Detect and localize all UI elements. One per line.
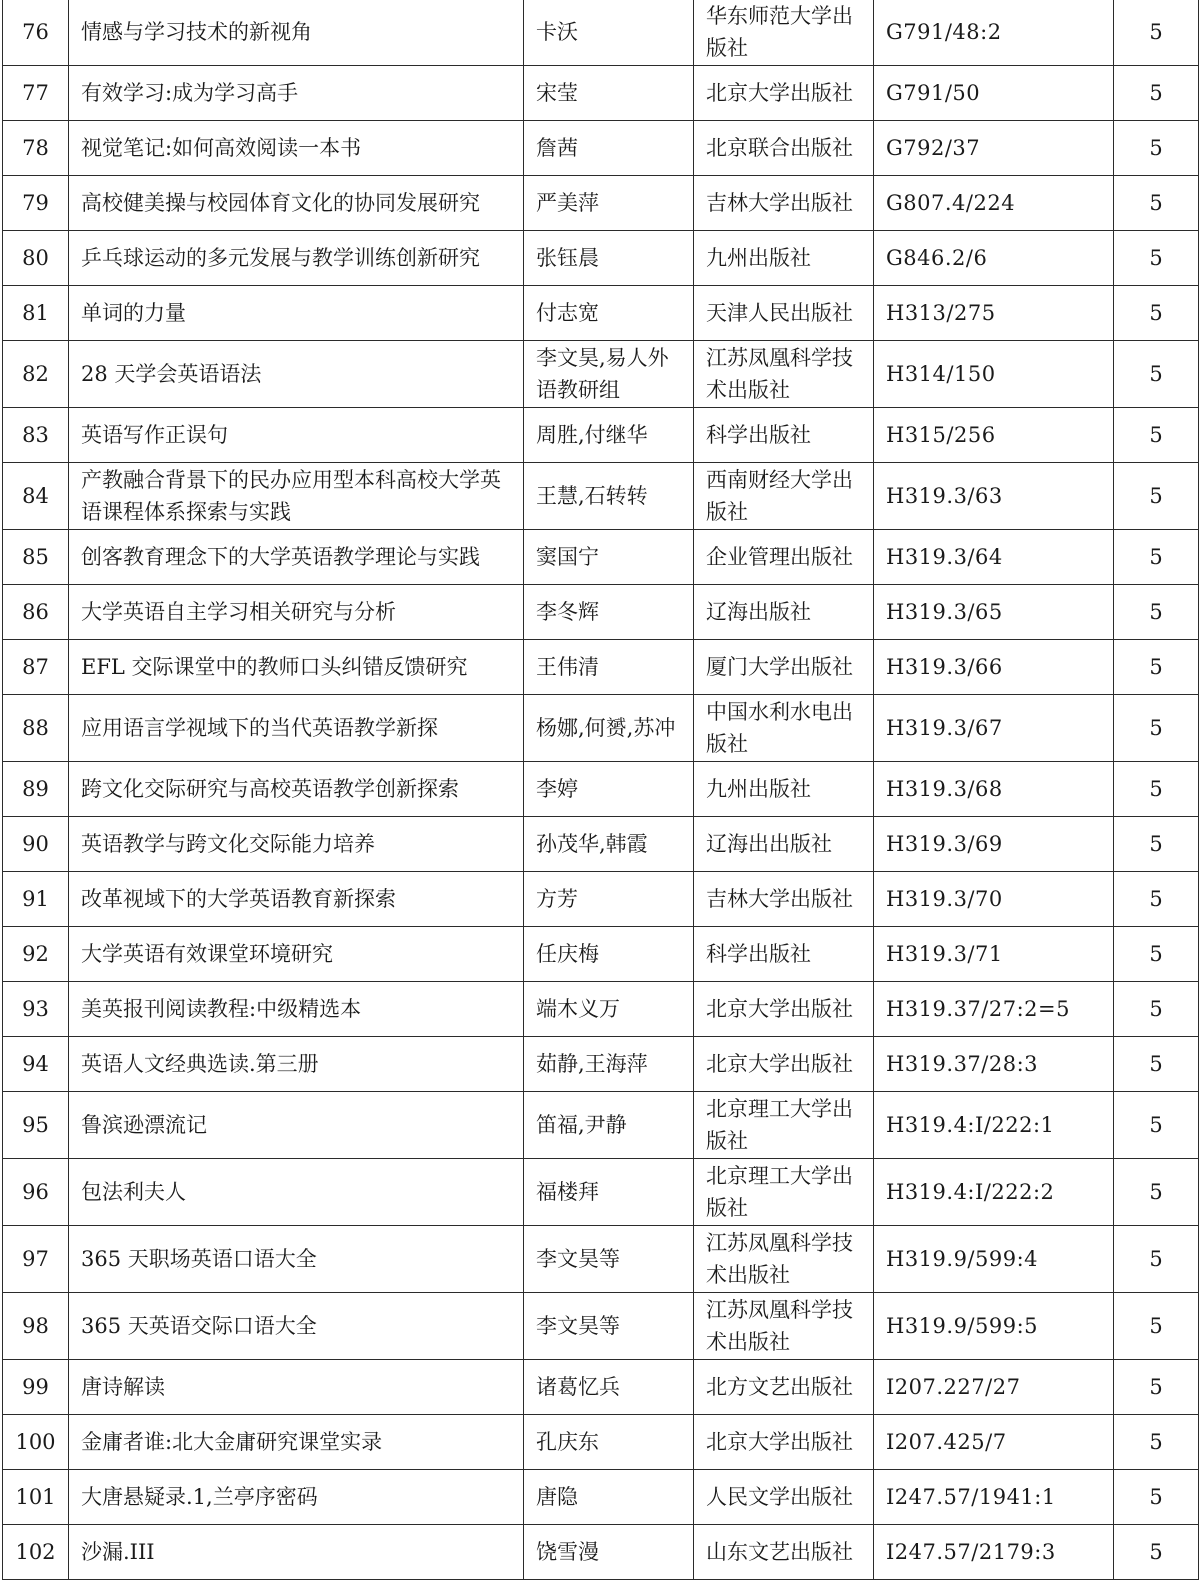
author-cell: 端木义万 bbox=[524, 982, 694, 1037]
call-number-cell: H319.3/65 bbox=[874, 585, 1114, 640]
row-number-cell: 100 bbox=[3, 1415, 69, 1470]
copies-cell: 5 bbox=[1114, 341, 1199, 408]
table-row bbox=[3, 1159, 1199, 1226]
copies-cell: 5 bbox=[1114, 982, 1199, 1037]
publisher-cell: 科学出版社 bbox=[694, 927, 874, 982]
publisher-cell: 吉林大学出版社 bbox=[694, 872, 874, 927]
row-number-cell: 98 bbox=[3, 1293, 69, 1360]
copies-cell: 5 bbox=[1114, 408, 1199, 463]
row-number-cell: 94 bbox=[3, 1037, 69, 1092]
author-cell: 王伟清 bbox=[524, 640, 694, 695]
author-cell: 方芳 bbox=[524, 872, 694, 927]
book-title-cell: EFL 交际课堂中的教师口头纠错反馈研究 bbox=[69, 640, 524, 695]
author-cell: 王慧,石转转 bbox=[524, 463, 694, 530]
row-number-cell: 77 bbox=[3, 66, 69, 121]
copies-cell: 5 bbox=[1114, 1415, 1199, 1470]
book-title-cell: 28 天学会英语语法 bbox=[69, 341, 524, 408]
table-row bbox=[3, 66, 1199, 121]
author-cell: 李文昊,易人外语教研组 bbox=[524, 341, 694, 408]
author-cell: 李婷 bbox=[524, 762, 694, 817]
call-number-cell: I207.227/27 bbox=[874, 1360, 1114, 1415]
book-title-cell: 包法利夫人 bbox=[69, 1159, 524, 1226]
author-cell: 周胜,付继华 bbox=[524, 408, 694, 463]
call-number-cell: I207.425/7 bbox=[874, 1415, 1114, 1470]
publisher-cell: 华东师范大学出版社 bbox=[694, 0, 874, 66]
publisher-cell: 企业管理出版社 bbox=[694, 530, 874, 585]
call-number-cell: H319.9/599:5 bbox=[874, 1293, 1114, 1360]
table-row bbox=[3, 1415, 1199, 1470]
author-cell: 笛福,尹静 bbox=[524, 1092, 694, 1159]
book-title-cell: 大学英语有效课堂环境研究 bbox=[69, 927, 524, 982]
row-number-cell: 85 bbox=[3, 530, 69, 585]
table-row bbox=[3, 982, 1199, 1037]
table-row bbox=[3, 872, 1199, 927]
table-row bbox=[3, 231, 1199, 286]
book-title-cell: 视觉笔记:如何高效阅读一本书 bbox=[69, 121, 524, 176]
book-title-cell: 改革视域下的大学英语教育新探索 bbox=[69, 872, 524, 927]
table-row bbox=[3, 1525, 1199, 1580]
copies-cell: 5 bbox=[1114, 1360, 1199, 1415]
book-list-body bbox=[3, 0, 1199, 1580]
book-title-cell: 创客教育理念下的大学英语教学理论与实践 bbox=[69, 530, 524, 585]
author-cell: 茹静,王海萍 bbox=[524, 1037, 694, 1092]
author-cell: 严美萍 bbox=[524, 176, 694, 231]
row-number-cell: 76 bbox=[3, 0, 69, 66]
book-title-cell: 应用语言学视域下的当代英语教学新探 bbox=[69, 695, 524, 762]
row-number-cell: 101 bbox=[3, 1470, 69, 1525]
call-number-cell: G792/37 bbox=[874, 121, 1114, 176]
publisher-cell: 辽海出出版社 bbox=[694, 817, 874, 872]
author-cell: 李文昊等 bbox=[524, 1293, 694, 1360]
publisher-cell: 江苏凤凰科学技术出版社 bbox=[694, 1226, 874, 1293]
table-row bbox=[3, 341, 1199, 408]
copies-cell: 5 bbox=[1114, 640, 1199, 695]
author-cell: 任庆梅 bbox=[524, 927, 694, 982]
table-row bbox=[3, 1092, 1199, 1159]
publisher-cell: 北京大学出版社 bbox=[694, 982, 874, 1037]
copies-cell: 5 bbox=[1114, 1037, 1199, 1092]
author-cell: 孙茂华,韩霞 bbox=[524, 817, 694, 872]
author-cell: 宋莹 bbox=[524, 66, 694, 121]
call-number-cell: H319.4:I/222:2 bbox=[874, 1159, 1114, 1226]
call-number-cell: I247.57/2179:3 bbox=[874, 1525, 1114, 1580]
author-cell: 唐隐 bbox=[524, 1470, 694, 1525]
table-row bbox=[3, 408, 1199, 463]
publisher-cell: 北京大学出版社 bbox=[694, 1037, 874, 1092]
row-number-cell: 87 bbox=[3, 640, 69, 695]
copies-cell: 5 bbox=[1114, 1159, 1199, 1226]
call-number-cell: H319.3/66 bbox=[874, 640, 1114, 695]
row-number-cell: 91 bbox=[3, 872, 69, 927]
table-row bbox=[3, 695, 1199, 762]
book-title-cell: 产教融合背景下的民办应用型本科高校大学英语课程体系探索与实践 bbox=[69, 463, 524, 530]
copies-cell: 5 bbox=[1114, 1226, 1199, 1293]
call-number-cell: H319.3/69 bbox=[874, 817, 1114, 872]
copies-cell: 5 bbox=[1114, 463, 1199, 530]
author-cell: 詹茜 bbox=[524, 121, 694, 176]
book-title-cell: 365 天英语交际口语大全 bbox=[69, 1293, 524, 1360]
copies-cell: 5 bbox=[1114, 585, 1199, 640]
call-number-cell: H319.3/68 bbox=[874, 762, 1114, 817]
call-number-cell: G791/50 bbox=[874, 66, 1114, 121]
call-number-cell: H314/150 bbox=[874, 341, 1114, 408]
table-row bbox=[3, 0, 1199, 66]
book-title-cell: 单词的力量 bbox=[69, 286, 524, 341]
row-number-cell: 93 bbox=[3, 982, 69, 1037]
row-number-cell: 79 bbox=[3, 176, 69, 231]
copies-cell: 5 bbox=[1114, 872, 1199, 927]
call-number-cell: H319.3/71 bbox=[874, 927, 1114, 982]
publisher-cell: 北京理工大学出版社 bbox=[694, 1159, 874, 1226]
book-list-table bbox=[2, 0, 1199, 1580]
publisher-cell: 九州出版社 bbox=[694, 762, 874, 817]
table-row bbox=[3, 762, 1199, 817]
call-number-cell: H315/256 bbox=[874, 408, 1114, 463]
row-number-cell: 81 bbox=[3, 286, 69, 341]
table-row bbox=[3, 1037, 1199, 1092]
book-title-cell: 大唐悬疑录.1,兰亭序密码 bbox=[69, 1470, 524, 1525]
call-number-cell: H319.3/70 bbox=[874, 872, 1114, 927]
row-number-cell: 92 bbox=[3, 927, 69, 982]
call-number-cell: G791/48:2 bbox=[874, 0, 1114, 66]
row-number-cell: 86 bbox=[3, 585, 69, 640]
publisher-cell: 北京大学出版社 bbox=[694, 66, 874, 121]
call-number-cell: H319.37/27:2=5 bbox=[874, 982, 1114, 1037]
author-cell: 诸葛忆兵 bbox=[524, 1360, 694, 1415]
row-number-cell: 95 bbox=[3, 1092, 69, 1159]
author-cell: 孔庆东 bbox=[524, 1415, 694, 1470]
copies-cell: 5 bbox=[1114, 176, 1199, 231]
book-title-cell: 有效学习:成为学习高手 bbox=[69, 66, 524, 121]
copies-cell: 5 bbox=[1114, 1293, 1199, 1360]
publisher-cell: 西南财经大学出版社 bbox=[694, 463, 874, 530]
author-cell: 饶雪漫 bbox=[524, 1525, 694, 1580]
book-title-cell: 跨文化交际研究与高校英语教学创新探索 bbox=[69, 762, 524, 817]
publisher-cell: 吉林大学出版社 bbox=[694, 176, 874, 231]
publisher-cell: 北方文艺出版社 bbox=[694, 1360, 874, 1415]
row-number-cell: 90 bbox=[3, 817, 69, 872]
copies-cell: 5 bbox=[1114, 1525, 1199, 1580]
copies-cell: 5 bbox=[1114, 695, 1199, 762]
book-title-cell: 情感与学习技术的新视角 bbox=[69, 0, 524, 66]
row-number-cell: 97 bbox=[3, 1226, 69, 1293]
publisher-cell: 辽海出版社 bbox=[694, 585, 874, 640]
table-row bbox=[3, 286, 1199, 341]
row-number-cell: 82 bbox=[3, 341, 69, 408]
book-title-cell: 高校健美操与校园体育文化的协同发展研究 bbox=[69, 176, 524, 231]
table-row bbox=[3, 1470, 1199, 1525]
publisher-cell: 人民文学出版社 bbox=[694, 1470, 874, 1525]
call-number-cell: H319.3/64 bbox=[874, 530, 1114, 585]
copies-cell: 5 bbox=[1114, 121, 1199, 176]
copies-cell: 5 bbox=[1114, 0, 1199, 66]
publisher-cell: 北京大学出版社 bbox=[694, 1415, 874, 1470]
table-row bbox=[3, 530, 1199, 585]
call-number-cell: G846.2/6 bbox=[874, 231, 1114, 286]
book-title-cell: 乒乓球运动的多元发展与教学训练创新研究 bbox=[69, 231, 524, 286]
publisher-cell: 山东文艺出版社 bbox=[694, 1525, 874, 1580]
copies-cell: 5 bbox=[1114, 530, 1199, 585]
author-cell: 李冬辉 bbox=[524, 585, 694, 640]
table-row bbox=[3, 121, 1199, 176]
author-cell: 窦国宁 bbox=[524, 530, 694, 585]
publisher-cell: 厦门大学出版社 bbox=[694, 640, 874, 695]
copies-cell: 5 bbox=[1114, 1092, 1199, 1159]
author-cell: 杨娜,何赟,苏冲 bbox=[524, 695, 694, 762]
call-number-cell: H319.37/28:3 bbox=[874, 1037, 1114, 1092]
row-number-cell: 84 bbox=[3, 463, 69, 530]
book-title-cell: 唐诗解读 bbox=[69, 1360, 524, 1415]
book-title-cell: 鲁滨逊漂流记 bbox=[69, 1092, 524, 1159]
book-title-cell: 365 天职场英语口语大全 bbox=[69, 1226, 524, 1293]
row-number-cell: 89 bbox=[3, 762, 69, 817]
table-row bbox=[3, 1226, 1199, 1293]
copies-cell: 5 bbox=[1114, 231, 1199, 286]
book-title-cell: 英语教学与跨文化交际能力培养 bbox=[69, 817, 524, 872]
publisher-cell: 天津人民出版社 bbox=[694, 286, 874, 341]
call-number-cell: G807.4/224 bbox=[874, 176, 1114, 231]
row-number-cell: 96 bbox=[3, 1159, 69, 1226]
row-number-cell: 83 bbox=[3, 408, 69, 463]
row-number-cell: 102 bbox=[3, 1525, 69, 1580]
publisher-cell: 北京联合出版社 bbox=[694, 121, 874, 176]
table-row bbox=[3, 817, 1199, 872]
publisher-cell: 科学出版社 bbox=[694, 408, 874, 463]
author-cell: 付志宽 bbox=[524, 286, 694, 341]
row-number-cell: 78 bbox=[3, 121, 69, 176]
table-row bbox=[3, 1293, 1199, 1360]
call-number-cell: H319.9/599:4 bbox=[874, 1226, 1114, 1293]
author-cell: 福楼拜 bbox=[524, 1159, 694, 1226]
publisher-cell: 江苏凤凰科学技术出版社 bbox=[694, 1293, 874, 1360]
publisher-cell: 中国水利水电出版社 bbox=[694, 695, 874, 762]
book-title-cell: 美英报刊阅读教程:中级精选本 bbox=[69, 982, 524, 1037]
call-number-cell: H319.4:I/222:1 bbox=[874, 1092, 1114, 1159]
copies-cell: 5 bbox=[1114, 1470, 1199, 1525]
publisher-cell: 九州出版社 bbox=[694, 231, 874, 286]
table-row bbox=[3, 463, 1199, 530]
table-row bbox=[3, 585, 1199, 640]
table-row bbox=[3, 1360, 1199, 1415]
book-title-cell: 英语写作正误句 bbox=[69, 408, 524, 463]
table-row bbox=[3, 640, 1199, 695]
copies-cell: 5 bbox=[1114, 66, 1199, 121]
author-cell: 张钰晨 bbox=[524, 231, 694, 286]
book-title-cell: 大学英语自主学习相关研究与分析 bbox=[69, 585, 524, 640]
publisher-cell: 江苏凤凰科学技术出版社 bbox=[694, 341, 874, 408]
copies-cell: 5 bbox=[1114, 817, 1199, 872]
call-number-cell: H319.3/63 bbox=[874, 463, 1114, 530]
copies-cell: 5 bbox=[1114, 286, 1199, 341]
row-number-cell: 80 bbox=[3, 231, 69, 286]
copies-cell: 5 bbox=[1114, 927, 1199, 982]
author-cell: 李文昊等 bbox=[524, 1226, 694, 1293]
call-number-cell: I247.57/1941:1 bbox=[874, 1470, 1114, 1525]
row-number-cell: 99 bbox=[3, 1360, 69, 1415]
call-number-cell: H319.3/67 bbox=[874, 695, 1114, 762]
publisher-cell: 北京理工大学出版社 bbox=[694, 1092, 874, 1159]
table-row bbox=[3, 927, 1199, 982]
author-cell: 卡沃 bbox=[524, 0, 694, 66]
call-number-cell: H313/275 bbox=[874, 286, 1114, 341]
copies-cell: 5 bbox=[1114, 762, 1199, 817]
table-row bbox=[3, 176, 1199, 231]
book-title-cell: 金庸者谁:北大金庸研究课堂实录 bbox=[69, 1415, 524, 1470]
book-title-cell: 沙漏.III bbox=[69, 1525, 524, 1580]
book-title-cell: 英语人文经典选读.第三册 bbox=[69, 1037, 524, 1092]
row-number-cell: 88 bbox=[3, 695, 69, 762]
